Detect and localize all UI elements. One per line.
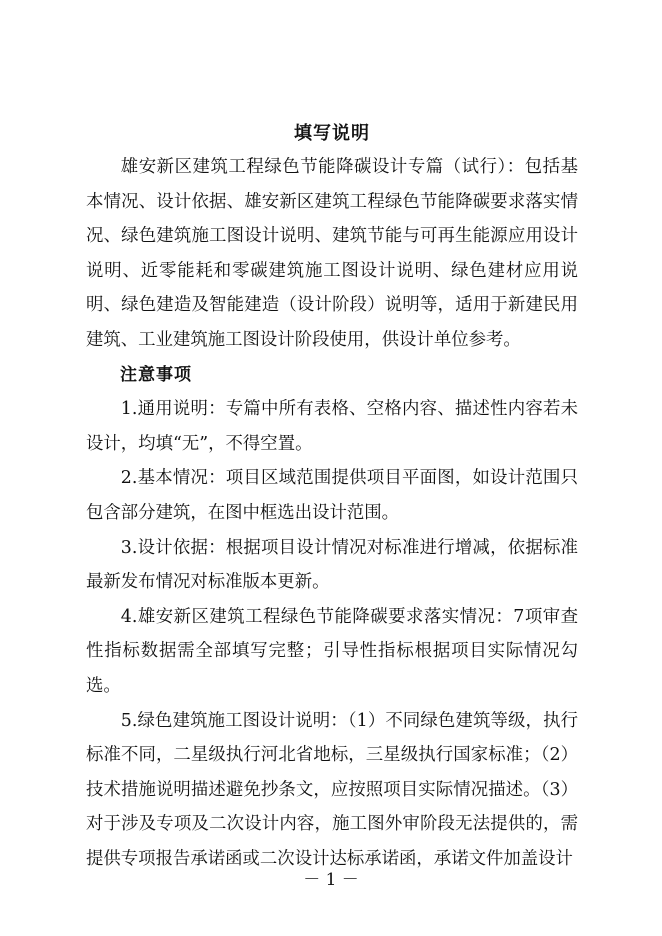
note-item: 2.基本情况：项目区域范围提供项目平面图，如设计范围只包含部分建筑，在图中框选出设计范围。: [86, 468, 578, 523]
note-item: 1.通用说明：专篇中所有表格、空格内容、描述性内容若未设计，均填“无”，不得空置。: [86, 399, 578, 454]
intro-paragraph: 雄安新区建筑工程绿色节能降碳设计专篇（试行）：包括基本情况、设计依据、雄安新区建筑工程绿色节能降碳要求落实情况、绿色建筑施工图设计说明、建筑节能与可再生能源应用设计说明、近零能耗和零碳建筑施工图设计说明、绿色建材应用说明、绿色建造及智能建造（设计阶段）说明等，适用于新建民用建筑、工业建筑施工图设计阶段使用，供设计单位参考。: [86, 157, 578, 350]
document-body: [86, 118, 578, 876]
page-number: － 1 －: [303, 870, 359, 890]
notes-heading: 注意事项: [120, 364, 192, 385]
note-item: 4.雄安新区建筑工程绿色节能降碳要求落实情况：7项审查性指标数据需全部填写完整；引导性指标根据项目实际情况勾选。: [86, 606, 578, 696]
document-title: 填写说明: [294, 123, 370, 144]
note-item: 3.设计依据：根据项目设计情况对标准进行增减，依据标准最新发布情况对标准版本更新。: [86, 537, 578, 593]
note-item: 5.绿色建筑施工图设计说明：（1）不同绿色建筑等级，执行标准不同，二星级执行河北省地标，三星级执行国家标准；（2）技术措施说明描述避免抄条文，应按照项目实际情况描述。（3）对于涉及专项及二次设计内容，施工图外审阶段无法提供的，需提供专项报告承诺函或二次设计达标承诺函，承诺文件加盖设计: [86, 710, 578, 869]
